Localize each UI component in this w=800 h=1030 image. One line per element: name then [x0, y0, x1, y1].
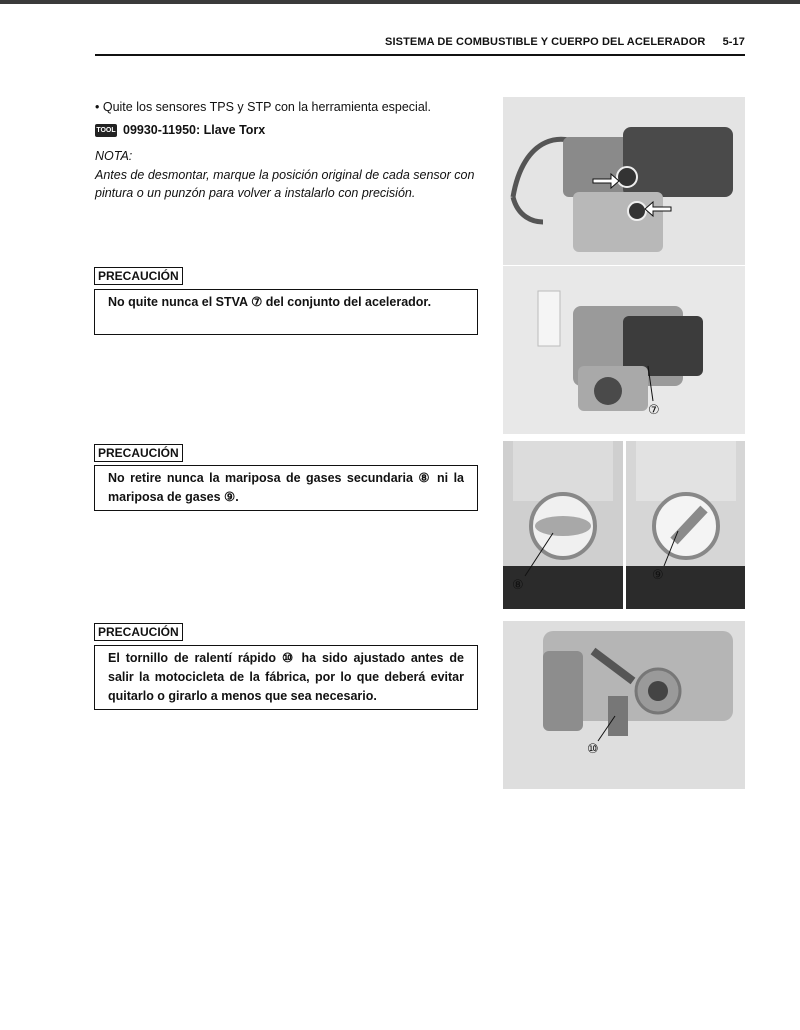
photo-stva — [503, 266, 745, 434]
note-label: NOTA: — [95, 149, 133, 163]
photo-secondary-throttle — [503, 441, 623, 609]
page-number: 5-17 — [722, 36, 745, 48]
callout-8: ⑧ — [512, 578, 524, 593]
page-header — [95, 36, 745, 56]
top-bar — [0, 0, 800, 4]
instruction-bullet: • Quite los sensores TPS y STP con la herramienta especial. — [95, 100, 432, 114]
instruction-text: Quite los sensores TPS y STP con la herramienta especial. — [102, 100, 432, 114]
special-tool-line — [95, 123, 265, 137]
tool-text: 09930-11950: Llave Torx — [123, 123, 266, 137]
callout-7: ⑦ — [648, 403, 660, 418]
photo-fast-idle-screw — [503, 621, 745, 789]
callout-10: ⑩ — [587, 742, 599, 757]
precaution-box-1: No quite nunca el STVA ⑦ del conjunto del acelerador. — [94, 289, 478, 335]
precaution-label-3: PRECAUCIÓN — [94, 623, 183, 641]
tool-icon: TOOL — [95, 124, 117, 137]
note-text: Antes de desmontar, marque la posición original de cada sensor con pintura o un punzón para volver a instalarlo con precisión. — [95, 168, 475, 200]
section-title: SISTEMA DE COMBUSTIBLE Y CUERPO DEL ACELERADOR — [385, 36, 706, 48]
precaution-label-2: PRECAUCIÓN — [94, 444, 183, 462]
precaution-box-3: El tornillo de ralentí rápido ⑩ ha sido ajustado antes de salir la motocicleta de la fábrica, por lo que deberá evitar quitarlo o girarlo a menos que sea necesario. — [94, 645, 478, 710]
precaution-box-2: No retire nunca la mariposa de gases secundaria ⑧ ni la mariposa de gases ⑨. — [94, 465, 478, 511]
photo-sensor-removal — [503, 97, 745, 265]
callout-9: ⑨ — [652, 568, 664, 583]
photo-throttle-valve — [626, 441, 745, 609]
precaution-label-1: PRECAUCIÓN — [94, 267, 183, 285]
